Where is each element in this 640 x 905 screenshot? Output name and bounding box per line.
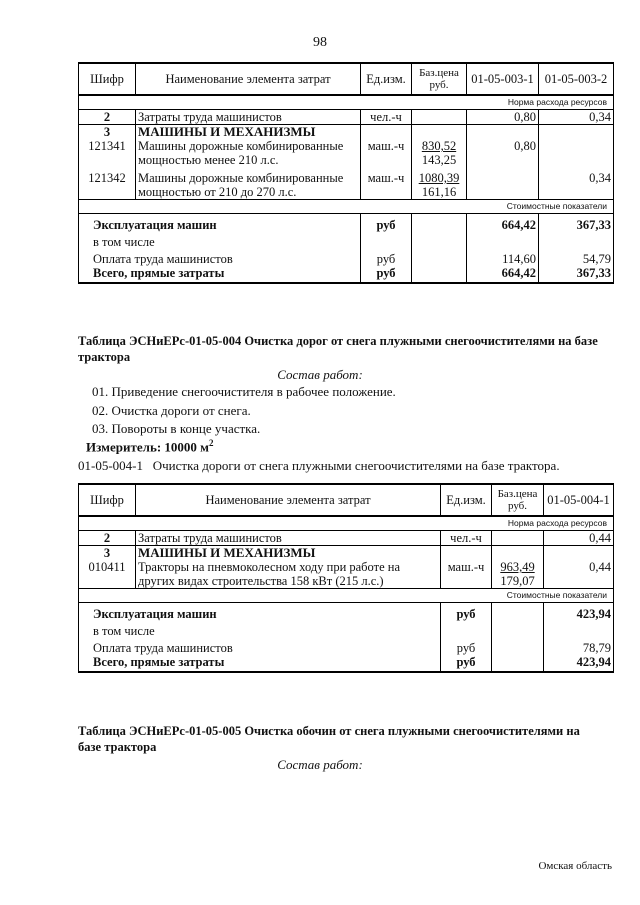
- works-heading: Состав работ:: [277, 367, 363, 382]
- base-price-labor: 179,07: [500, 574, 535, 588]
- cost-label: Стоимостные показатели: [79, 200, 614, 214]
- header-code-2: 01-05-003-2: [539, 63, 614, 95]
- base-price: 830,52: [421, 139, 457, 153]
- section-2-title: Таблица ЭСНиЕРс-01-05-004 Очистка дорог от снега плужными снегоочистителями на базе трактора: [78, 334, 598, 364]
- base-price: 1080,39: [418, 171, 460, 185]
- cost-label: Стоимостные показатели: [79, 589, 614, 603]
- item-line: 01-05-004-1 Очистка дороги от снега плужными снегоочистителями на базе трактора.: [78, 458, 560, 473]
- work-item: 02. Очистка дороги от снега.: [92, 403, 251, 418]
- table-row: Эксплуатация машин руб 664,42 367,33: [79, 214, 614, 233]
- header-unit: Ед.изм.: [361, 63, 412, 95]
- header-code-1: 01-05-003-1: [467, 63, 539, 95]
- page-number: 98: [313, 35, 327, 50]
- table-row: 2 Затраты труда машинистов чел.-ч 0,44: [79, 531, 614, 546]
- norm-label: Норма расхода ресурсов: [79, 95, 614, 110]
- base-price-labor: 143,25: [421, 153, 457, 167]
- table-row: Всего, прямые затраты руб 423,94: [79, 655, 614, 672]
- work-item: 01. Приведение снегоочистителя в рабочее положение.: [92, 384, 396, 399]
- works-heading: Состав работ:: [277, 757, 363, 772]
- table-row: 2 Затраты труда машинистов чел.-ч 0,80 0,34: [79, 110, 614, 125]
- table-row: 3 МАШИНЫ И МЕХАНИЗМЫ: [79, 125, 614, 140]
- table-row: 010411 Тракторы на пневмоколесном ходу при работе на других видах строительства 158 кВт (215 л.с.) маш.-ч 963,49 179,07 0,44: [79, 560, 614, 589]
- norm-label: Норма расхода ресурсов: [79, 516, 614, 531]
- header-name: Наименование элемента затрат: [136, 484, 441, 516]
- header-name: Наименование элемента затрат: [136, 63, 361, 95]
- header-base-price: Баз.цена руб.: [412, 63, 467, 95]
- header-code: Шифр: [79, 63, 136, 95]
- header-code: Шифр: [79, 484, 136, 516]
- table-row: Эксплуатация машин руб 423,94: [79, 603, 614, 622]
- table-row: в том числе: [79, 621, 614, 641]
- base-price: 963,49: [500, 560, 535, 574]
- table-row: Оплата труда машинистов руб 78,79: [79, 641, 614, 655]
- table-row: 121341 Машины дорожные комбинированные мощностью менее 210 л.с. маш.-ч 830,52 143,25 0,80: [79, 139, 614, 167]
- table-row: 121342 Машины дорожные комбинированные мощностью от 210 до 270 л.с. маш.-ч 1080,39 161,16 0,34: [79, 167, 614, 200]
- meter-sup: 2: [209, 438, 214, 448]
- table-row: Всего, прямые затраты руб 664,42 367,33: [79, 266, 614, 283]
- section-3-title: Таблица ЭСНиЕРс-01-05-005 Очистка обочин от снега плужными снегоочистителями на базе трактора: [78, 724, 580, 754]
- resource-table-1: [78, 62, 614, 284]
- footer-region: Омская область: [538, 860, 612, 872]
- table-row: 3 МАШИНЫ И МЕХАНИЗМЫ: [79, 546, 614, 561]
- table-row: в том числе: [79, 232, 614, 252]
- header-unit: Ед.изм.: [441, 484, 492, 516]
- resource-table-2: [78, 483, 614, 673]
- base-price-labor: 161,16: [421, 185, 457, 199]
- work-item: 03. Повороты в конце участка.: [92, 421, 261, 436]
- meter-line: [86, 438, 214, 455]
- header-code-1: 01-05-004-1: [544, 484, 614, 516]
- meter-label: Измеритель: 10000 м: [86, 439, 210, 455]
- header-base-price: Баз.цена руб.: [492, 484, 544, 516]
- table-row: Оплата труда машинистов руб 114,60 54,79: [79, 252, 614, 266]
